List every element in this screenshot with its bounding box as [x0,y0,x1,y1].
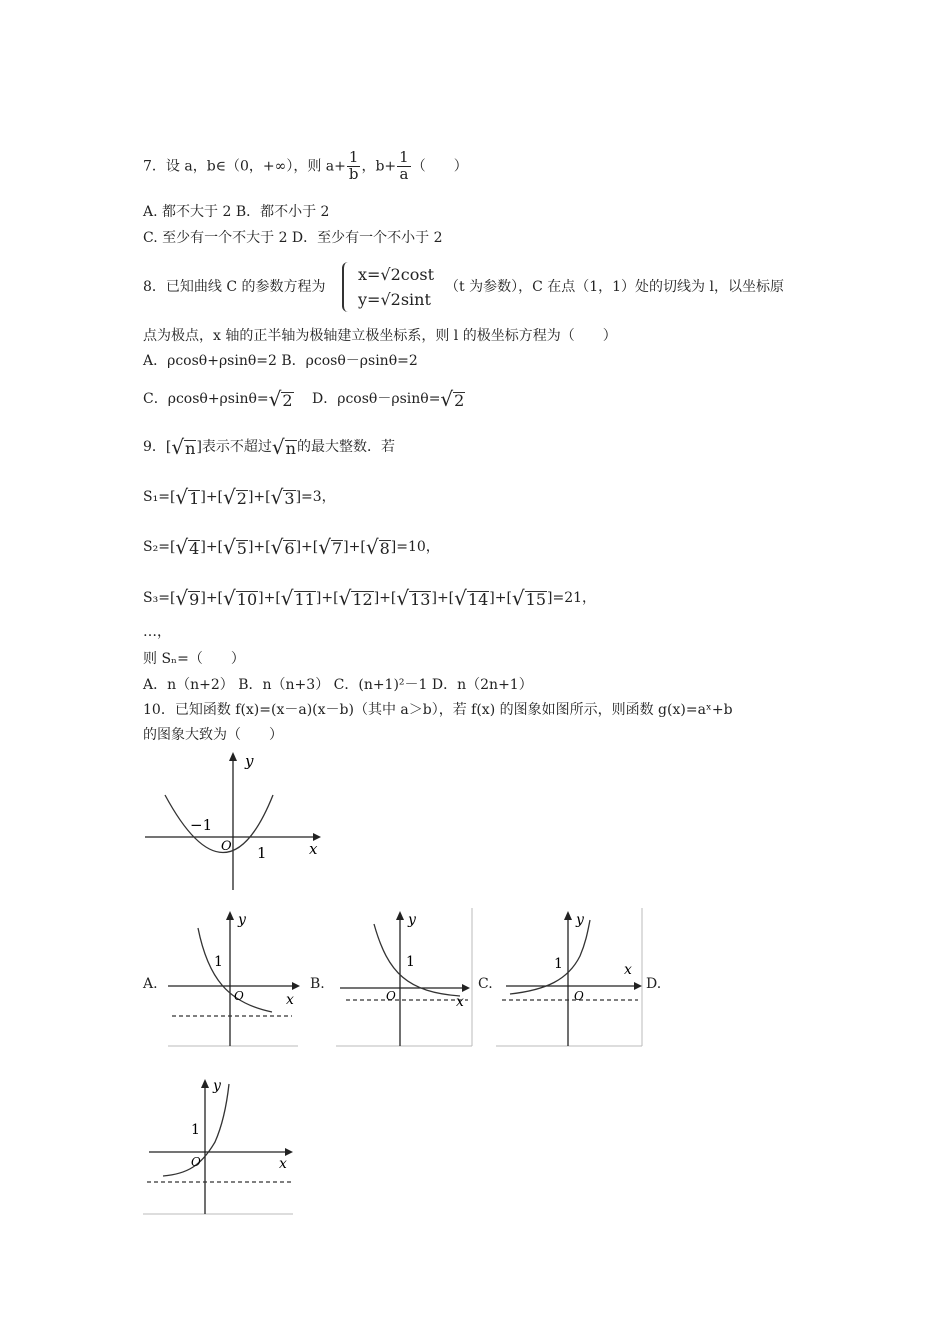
floor-sqrt-term: [ √ 4 ] [169,535,206,559]
floor-sqrt-term: [ √ 5 ] [217,535,254,559]
q7-stem: 7．设 a，b∈（0，+∞），则 a+ $\frac{1}{b}$ ，b+ $\frac{1}{a}$ （ ） [143,148,468,183]
sqrt-symbol: √ 2 [223,485,247,509]
sqrt-symbol: √ 9 [175,586,200,610]
tick-one: 1 [406,954,415,970]
plus-sign: + [205,539,218,555]
sqrt-n: √ n [171,435,196,459]
fraction-1-over-b: $\frac{1}{b}$ [348,148,359,183]
origin-label: O [221,839,232,854]
origin-label: O [386,989,396,1003]
q9-stem: 9．[ √ n ]表示不超过 √ n 的最大整数．若 [143,435,395,459]
x-axis-label: x [279,1156,287,1172]
floor-sqrt-term: [ √ 13 ] [390,586,437,610]
tick-one: 1 [257,844,267,862]
q8-line2: 点为极点，x 轴的正半轴为极轴建立极坐标系，则 l 的极坐标方程为（ ） [143,328,617,344]
parametric-system [342,262,444,312]
plus-sign: + [253,539,266,555]
floor-sqrt-term: [ √ 3 ] [265,485,302,509]
s2-equation: S₂=[ √ 4 ]+[ √ 5 ]+[ √ 6 ]+[ √ 7 ]+[ √ 8 ]=10， [143,535,440,559]
floor-sqrt-term: [ √ 9 ] [169,586,206,610]
tick-neg-one: −1 [190,816,213,834]
floor-sqrt-term: [ √ 15 ] [506,586,553,610]
sqrt-2: √ 2 [268,387,293,411]
sqrt-symbol: √ 12 [338,586,373,610]
x-axis-label: x [309,840,318,858]
x-axis-label: x [286,992,294,1008]
y-axis-label: y [408,912,416,928]
option-d-label: D. [646,976,662,992]
s1-equation: S₁=[ √ 1 ]+[ √ 2 ]+[ √ 3 ]=3， [143,485,336,509]
sqrt-symbol: √ 11 [280,586,315,610]
sqrt-symbol: √ 13 [396,586,431,610]
floor-sqrt-term: [ √ 8 ] [360,535,397,559]
s2-terms [169,535,397,559]
param-eq-x: x=√2cost [358,265,435,284]
q10-stem: 10．已知函数 f(x)=(x－a)(x－b)（其中 a＞b），若 f(x) 的图象如图所示，则函数 g(x)=aˣ+b [143,702,733,718]
sqrt-symbol: √ 3 [270,485,295,509]
sqrt-symbol: √ 14 [454,586,489,610]
floor-sqrt-term: [ √ 12 ] [333,586,380,610]
plus-sign: + [263,590,276,606]
q8-option-cd: C．ρcosθ+ρsinθ= √ 2 D．ρcosθ－ρsinθ= √ 2 [143,387,465,411]
sqrt-symbol: √ 5 [223,535,247,559]
fraction-1-over-a: $\frac{1}{a}$ [399,148,409,183]
floor-sqrt-term: [ √ 10 ] [217,586,264,610]
floor-sqrt-term: [ √ 2 ] [217,485,254,509]
plus-sign: + [494,590,507,606]
q7-option-ab: A. 都不大于 2 B．都不小于 2 [143,204,330,220]
sqrt-symbol: √ 10 [223,586,258,610]
q8-stem-cont: （t 为参数），C 在点（1，1）处的切线为 l，以坐标原 [445,279,784,295]
sqrt-symbol: √ 8 [365,535,390,559]
option-b-label: B. [310,976,325,992]
option-a-graph [168,908,300,1048]
sqrt-symbol: √ 4 [175,535,200,559]
q9-then: 则 Sₙ=（ ） [143,651,245,667]
option-c-graph [496,908,644,1048]
plus-sign: + [205,590,218,606]
plus-sign: + [348,539,361,555]
sqrt-2: √ 2 [440,387,465,411]
x-axis-label: x [624,962,632,978]
plus-sign: + [321,590,334,606]
ellipsis: …， [143,624,171,640]
option-b-graph [336,908,474,1048]
tick-one: 1 [214,954,223,970]
floor-sqrt-term: [ √ 14 ] [448,586,495,610]
fx-graph [143,750,323,890]
option-c-label: C. [478,976,493,992]
s3-equation: S₃=[ √ 9 ]+[ √ 10 ]+[ √ 11 ]+[ √ 12 ]+[ √ 13 ]+[ √ 14 ]+[ √ 15 ]=21， [143,586,597,610]
sqrt-symbol: √ 1 [175,485,200,509]
floor-sqrt-term: [ √ 7 ] [312,535,349,559]
x-axis-label: x [456,994,464,1010]
q10-stem-cont: 的图象大致为（ ） [143,727,283,743]
floor-sqrt-term: [ √ 1 ] [169,485,206,509]
plus-sign: + [301,539,313,555]
origin-label: O [191,1155,201,1169]
q7-option-cd: C. 至少有一个不大于 2 D．至少有一个不小于 2 [143,230,443,246]
param-eq-y: y=√2sint [358,290,431,309]
q8-stem: 8．已知曲线 C 的参数方程为 [143,279,326,295]
y-axis-label: y [245,752,254,770]
tick-one: 1 [191,1122,200,1138]
sqrt-symbol: √ 6 [270,535,295,559]
sqrt-n: √ n [271,435,296,459]
sqrt-symbol: √ 7 [318,535,343,559]
q8-option-ab: A．ρcosθ+ρsinθ=2 B．ρcosθ－ρsinθ=2 [143,353,418,369]
tick-one: 1 [554,956,563,972]
y-axis-label: y [213,1078,221,1094]
floor-sqrt-term: [ √ 6 ] [265,535,302,559]
plus-sign: + [253,489,266,505]
option-d-graph [143,1076,295,1216]
s3-terms [169,586,553,610]
origin-label: O [574,989,584,1003]
origin-label: O [234,989,244,1003]
floor-sqrt-term: [ √ 11 ] [275,586,322,610]
sqrt-symbol: √ 15 [511,586,547,610]
plus-sign: + [436,590,449,606]
q9-options: A．n（n+2） B．n（n+3） C．(n+1)²－1 D．n（2n+1） [143,677,533,693]
plus-sign: + [379,590,391,606]
plus-sign: + [205,489,218,505]
y-axis-label: y [238,912,246,928]
y-axis-label: y [576,912,584,928]
option-a-label: A. [143,976,158,992]
